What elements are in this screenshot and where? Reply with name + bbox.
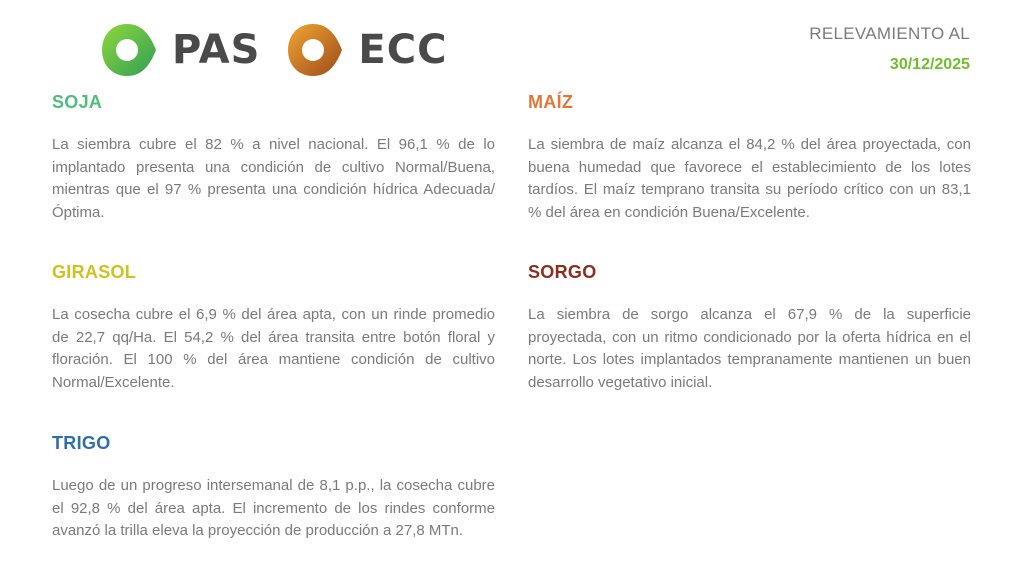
- section-trigo: [52, 433, 495, 543]
- pas-logo: [100, 23, 260, 77]
- section-text-trigo: Luego de un progreso intersemanal de 8,1 p.p., la cosecha cubre el 92,8 % del área apta. El incremento de los rindes conforme avanzó la trilla eleva la proyección de producción a 27,8 MTn.: [52, 477, 495, 539]
- section-text-sorgo: La siembra de sorgo alcanza el 67,9 % de la superficie proyectada, con un ritmo condicionado por la oferta hídrica en el norte. Los lotes implantados tempranamente mantienen un buen desarrollo vegetativo inicial.: [528, 306, 971, 391]
- pas-logo-text: PAS: [172, 27, 261, 73]
- logo-bar: [100, 22, 447, 78]
- section-soja: [52, 92, 495, 224]
- ecc-logo-icon: [286, 23, 344, 77]
- section-text-soja: La siembra cubre el 82 % a nivel nacional. El 96,1 % de lo implantado presenta una condición de cultivo Normal/Buena, mientras que el 97 % presenta una condición hídrica Adecuada/Óptima.: [52, 136, 495, 221]
- section-text-girasol: La cosecha cubre el 6,9 % del área apta, con un rinde promedio de 22,7 qq/Ha. El 54,2 % del área transita entre botón floral y floración. El 100 % del área mantiene condición de cultivo Normal/Excelente.: [52, 306, 495, 391]
- ecc-logo-text: ECC: [358, 27, 448, 73]
- section-title-sorgo: SORGO: [528, 262, 597, 282]
- section-text-maiz: La siembra de maíz alcanza el 84,2 % del área proyectada, con buena humedad que favorece el establecimiento de los lotes tardíos. El maíz temprano transita su período crítico con un 83,1 % del área en condición Buena/Excelente.: [528, 136, 971, 221]
- section-title-girasol: GIRASOL: [52, 262, 137, 282]
- survey-date: 30/12/2025: [889, 56, 970, 73]
- section-girasol: [52, 262, 495, 394]
- ecc-logo: [286, 23, 447, 77]
- section-title-trigo: TRIGO: [52, 433, 111, 453]
- survey-date-block: [809, 24, 970, 74]
- pas-logo-icon: [100, 23, 158, 77]
- section-maiz: [528, 92, 971, 224]
- section-title-maiz: MAÍZ: [528, 92, 574, 112]
- survey-label: RELEVAMIENTO AL: [809, 24, 970, 43]
- section-title-soja: SOJA: [52, 92, 103, 112]
- section-sorgo: [528, 262, 971, 394]
